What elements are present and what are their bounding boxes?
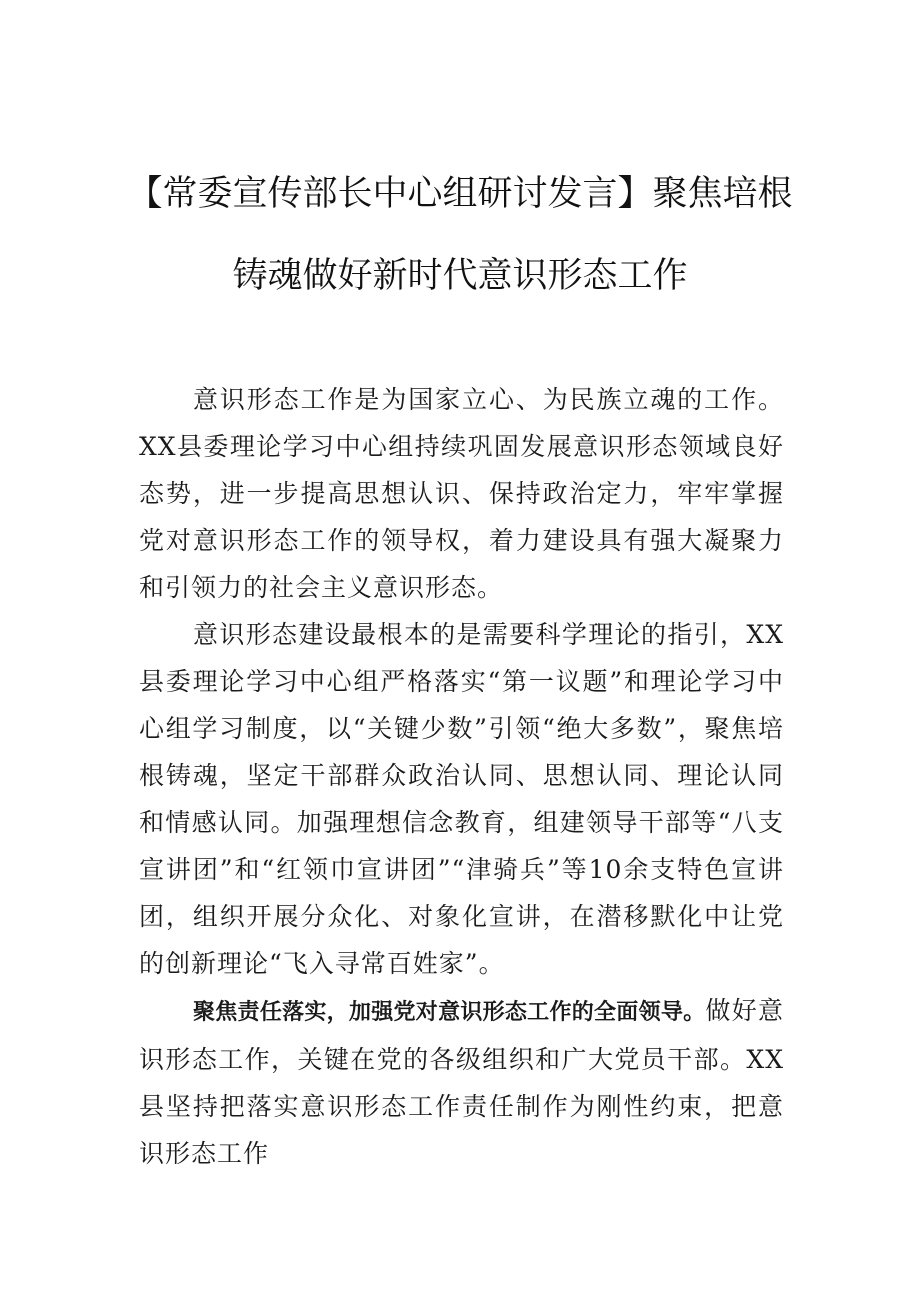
- document-title-line-2: 铸魂做好新时代意识形态工作: [232, 256, 688, 296]
- paragraph-3-text: 做好意识形态工作，关键在党的各级组织和广大党员干部。XX县坚持把落实意识形态工作责任制作为刚性约束，把意识形态工作: [139, 996, 784, 1168]
- paragraph-1: [139, 376, 784, 611]
- paragraph-1-text: 意识形态工作是为国家立心、为民族立魂的工作。XX县委理论学习中心组持续巩固发展意识形态领域良好态势，进一步提高思想认识、保持政治定力，牢牢掌握党对意识形态工作的领导权，着力建设具有强大凝聚力和引领力的社会主义意识形态。: [139, 385, 784, 602]
- document-body: [139, 376, 784, 1177]
- paragraph-2-text: 意识形态建设最根本的是需要科学理论的指引，XX县委理论学习中心组严格落实“第一议题”和理论学习中心组学习制度，以“关键少数”引领“绝大多数”，聚焦培根铸魂，坚定干部群众政治认同、思想认同、理论认同和情感认同。加强理想信念教育，组建领导干部等“八支宣讲团”和“红领巾宣讲团”“津骑兵”等10余支特色宣讲团，组织开展分众化、对象化宣讲，在潜移默化中让党的创新理论“飞入寻常百姓家”。: [139, 620, 784, 978]
- document-title-line-1: 【常委宣传部长中心组研讨发言】聚焦培根: [127, 174, 793, 214]
- paragraph-3-lead: 聚焦责任落实，加强党对意识形态工作的全面领导。: [193, 1000, 706, 1025]
- paragraph-3: [139, 987, 784, 1177]
- paragraph-2: [139, 611, 784, 987]
